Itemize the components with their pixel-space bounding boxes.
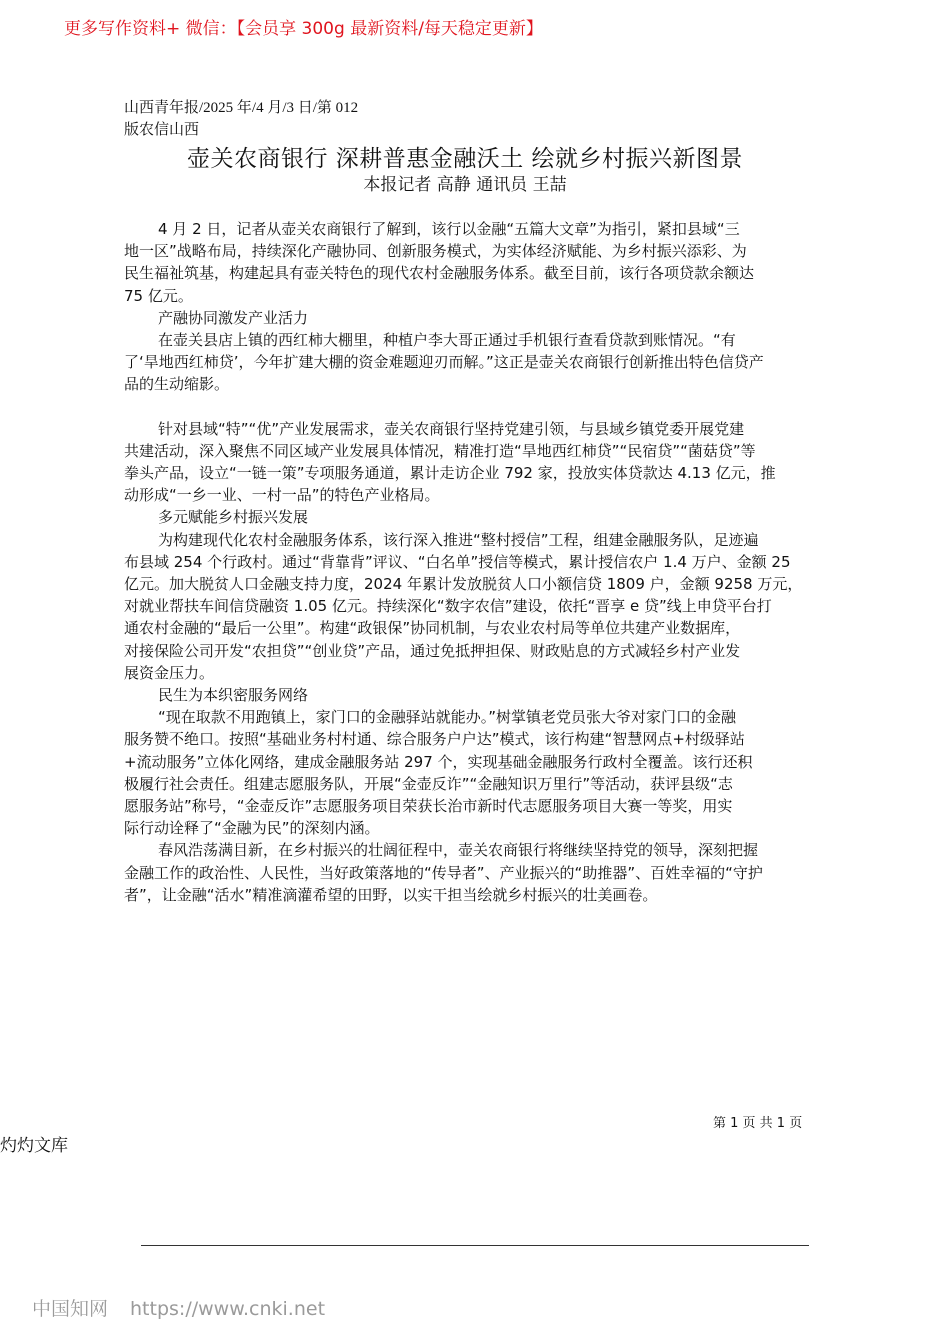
text-line: 针对县域“特”“优”产业发展需求，壶关农商银行坚持党建引领，与县域乡镇党委开展党建	[158, 419, 745, 438]
article-title: 壶关农商银行 深耕普惠金融沃土 绘就乡村振兴新图景	[186, 146, 744, 172]
text-line: +流动服务”立体化网络，建成金融服务站 297 个，实现基础金融服务行政村全覆盖。该行还积	[124, 752, 753, 771]
library-name: 灼灼文库	[0, 1136, 68, 1156]
text-line: 者”，让金融“活水”精准滴灌希望的田野，以实干担当绘就乡村振兴的壮美画卷。	[124, 885, 658, 904]
text-line: 展资金压力。	[124, 663, 215, 682]
paragraph	[124, 529, 844, 684]
text-line: 拳头产品，设立“一链一策”专项服务通道，累计走访企业 792 家，投放实体贷款达 4.13 亿元，推	[124, 464, 776, 483]
text-line: 服务赞不绝口。按照“基础业务村村通、综合服务户户达”模式，该行构建“智慧网点+村级驿站	[124, 730, 745, 749]
footer-divider	[141, 1245, 809, 1246]
text-line: 亿元。加大脱贫人口金融支持力度，2024 年累计发放脱贫人口小额信贷 1809 户，金额 9258 万元，	[124, 575, 803, 594]
text-line: 对就业帮扶车间信贷融资 1.05 亿元。持续深化“数字农信”建设，依托“晋享 e 贷”线上申贷平台打	[124, 597, 772, 616]
text-line: 品的生动缩影。	[124, 375, 230, 394]
watermark-url: https://www.cnki.net	[130, 1298, 326, 1320]
paragraph-spacer	[124, 396, 844, 418]
text-line: 为构建现代化农村金融服务体系，该行深入推进“整村授信”工程，组建金融服务队，足迹遍	[158, 530, 759, 549]
text-line: 际行动诠释了“金融为民”的深刻内涵。	[124, 819, 380, 838]
text-line: 动形成“一乡一业、一村一品”的特色产业格局。	[124, 486, 440, 505]
text-line: 产融协同激发产业活力	[158, 308, 309, 327]
page-number: 第 1 页 共 1 页	[713, 1116, 803, 1131]
text-line: 通农村金融的“最后一公里”。构建“政银保”协同机制，与农业农村局等单位共建产业数据库，	[124, 619, 741, 638]
text-line: 共建活动，深入聚焦不同区域产业发展具体情况，精准打造“旱地西红柿贷”“民宿贷”“菌菇贷”等	[124, 441, 756, 460]
text-line: 75 亿元。	[124, 286, 193, 305]
section-heading	[124, 684, 844, 706]
paragraph	[124, 839, 844, 906]
text-line: 4 月 2 日，记者从壶关农商银行了解到，该行以金融“五篇大文章”为指引，紧扣县域“三	[158, 220, 740, 238]
paragraph	[124, 329, 844, 396]
article-body	[124, 218, 844, 906]
promo-banner: 更多写作资料+ 微信：【会员享 300g 最新资料/每天稳定更新】	[64, 19, 543, 39]
cnki-watermark	[32, 1294, 347, 1321]
section-heading	[124, 506, 844, 528]
paragraph	[124, 706, 844, 839]
text-line: 地一区”战略布局，持续深化产融协同、创新服务模式，为实体经济赋能、为乡村振兴添彩、为	[124, 242, 747, 261]
text-line: 愿服务站”称号，“金壶反诈”志愿服务项目荣获长治市新时代志愿服务项目大赛一等奖，用实	[124, 797, 733, 816]
paragraph	[124, 218, 844, 307]
text-line: 民生为本织密服务网络	[158, 686, 309, 705]
watermark-name: 中国知网	[32, 1298, 109, 1320]
text-line: 对接保险公司开发“农担贷”“创业贷”产品，通过免抵押担保、财政贴息的方式减轻乡村产业发	[124, 641, 741, 660]
text-line: 多元赋能乡村振兴发展	[158, 508, 309, 527]
text-line: 布县域 254 个行政村。通过“背靠背”评议、“白名单”授信等模式，累计授信农户 1.4 万户、金额 25	[124, 552, 791, 571]
byline: 本报记者 高静 通讯员 王喆	[363, 175, 567, 195]
text-line: 在壶关县店上镇的西红柿大棚里，种植户李大哥正通过手机银行查看贷款到账情况。“有	[158, 331, 736, 350]
text-line: 春风浩荡满目新，在乡村振兴的壮阔征程中，壶关农商银行将继续坚持党的领导，深刻把握	[158, 841, 759, 860]
text-line: 了‘旱地西红柿贷’，今年扩建大棚的资金难题迎刃而解。”这正是壶关农商银行创新推出特色信贷产	[124, 353, 764, 372]
paragraph	[124, 418, 844, 507]
text-line: 金融工作的政治性、人民性，当好政策落地的“传导者”、产业振兴的“助推器”、百姓幸福的“守护	[124, 863, 763, 882]
source-line-continued: 版农信山西	[124, 122, 200, 138]
text-line: 民生福祉筑基，构建起具有壶关特色的现代农村金融服务体系。截至目前，该行各项贷款余额达	[124, 264, 755, 283]
source-line: 山西青年报/2025 年/4 月/3 日/第 012	[124, 100, 359, 116]
section-heading	[124, 307, 844, 329]
text-line: “现在取款不用跑镇上，家门口的金融驿站就能办。”树掌镇老党员张大爷对家门口的金融	[158, 708, 737, 727]
text-line: 极履行社会责任。组建志愿服务队，开展“金壶反诈”“金融知识万里行”等活动，获评县级“志	[124, 774, 733, 793]
